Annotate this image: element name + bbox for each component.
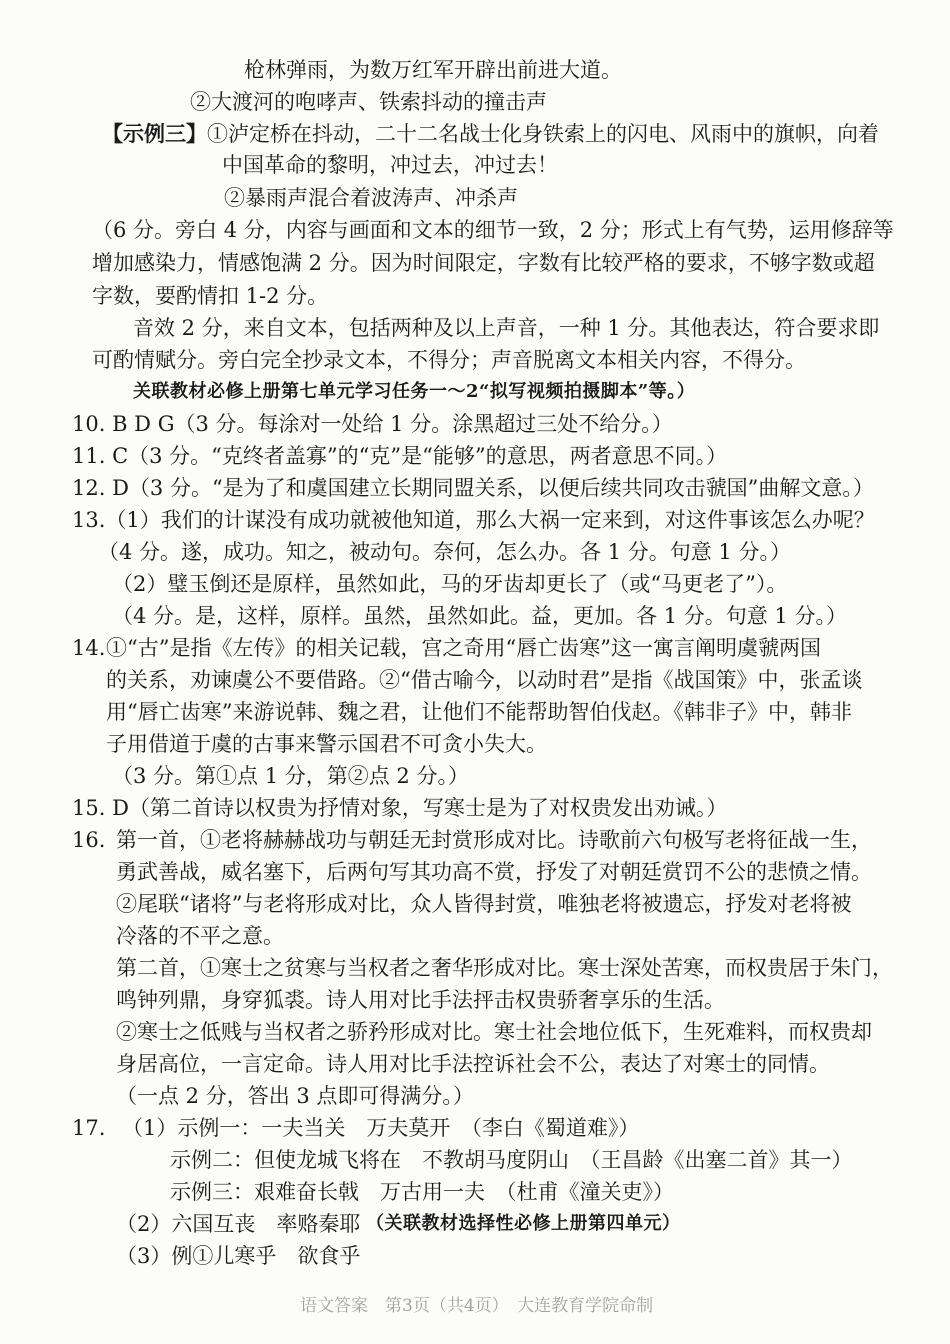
answer-17: （3）例①儿寒乎 欲食乎 (116, 1244, 361, 1268)
text-line: 枪林弹雨，为数万红军开辟出前进大道。 (244, 58, 622, 82)
answer-16: 冷落的不平之意。 (116, 924, 284, 948)
answer-14: 子用借道于虞的古事来警示国君不可贪小失大。 (106, 732, 547, 756)
answer-12: 12. D（3 分。“是为了和虞国建立长期同盟关系，以便后续共同攻击虢国”曲解文意。） (72, 476, 874, 500)
scoring-note: （4 分。是，这样，原样。虽然，虽然如此。益，更加。各 1 分。句意 1 分。） (112, 604, 847, 628)
answer-16: 第二首，①寒士之贫寒与当权者之奢华形成对比。寒士深处苦寒，而权贵居于朱门， (116, 956, 893, 980)
answer-17: 示例二：但使龙城飞将在 不教胡马度阴山 （王昌龄《出塞二首》其一） (170, 1148, 853, 1172)
scoring-note: 增加感染力，情感饱满 2 分。因为时间限定，字数有比较严格的要求，不够字数或超 (92, 251, 875, 275)
question-number: 16. (72, 828, 106, 852)
answer-15: 15. D（第二首诗以权贵为抒情对象，写寒士是为了对权贵发出劝诫。） (72, 796, 728, 820)
answer-13-part2: （2）璧玉倒还是原样，虽然如此，马的牙齿却更长了（或“马更老了”）。 (112, 572, 788, 596)
textbook-link-note: （关联教材选择性必修上册第四单元） (366, 1213, 681, 1234)
scoring-note: （6 分。旁白 4 分，内容与画面和文本的细节一致，2 分；形式上有气势，运用修辞等 (92, 218, 894, 242)
example-label: 【示例三】 (102, 121, 207, 146)
answer-17: （1）示例一：一夫当关 万夫莫开 （李白《蜀道难》） (122, 1116, 640, 1140)
scoring-note: （一点 2 分，答出 3 点即可得满分。） (116, 1084, 474, 1108)
answer-10: 10. B D G（3 分。每涂对一处给 1 分。涂黑超过三处不给分。） (72, 412, 673, 436)
answer-16: 第一首，①老将赫赫战功与朝廷无封赏形成对比。诗歌前六句极写老将征战一生， (116, 828, 872, 852)
answer-16: 勇武善战，威名塞下，后两句写其功高不赏，抒发了对朝廷赏罚不公的悲愤之情。 (116, 860, 872, 884)
page-footer: 语文答案 第3页（共4页） 大连教育学院命制 (300, 1296, 654, 1316)
answer-14: ①“古”是指《左传》的相关记载，宫之奇用“唇亡齿寒”这一寓言阐明虞虢两国 (106, 636, 821, 660)
answer-16: ②寒士之低贱与当权者之骄矜形成对比。寒士社会地位低下，生死难料，而权贵却 (116, 1020, 872, 1044)
text-line: ①泸定桥在抖动，二十二名战士化身铁索上的闪电、风雨中的旗帜，向着 (207, 122, 879, 146)
answer-16: 鸣钟列鼎，身穿狐裘。诗人用对比手法抨击权贵骄奢享乐的生活。 (116, 988, 725, 1012)
question-number: 17. (72, 1116, 106, 1140)
question-number: 14. (72, 636, 106, 660)
scoring-note: 音效 2 分，来自文本，包括两种及以上声音，一种 1 分。其他表达，符合要求即 (133, 316, 880, 340)
answer-14: 用“唇亡齿寒”来游说韩、魏之君，让他们不能帮助智伯伐赵。《韩非子》中，韩非 (106, 700, 852, 724)
textbook-link-note: 关联教材必修上册第七单元学习任务一～2“拟写视频拍摄脚本”等。） (133, 381, 696, 402)
scoring-note: （3 分。第①点 1 分，第②点 2 分。） (112, 764, 469, 788)
text-line: ②暴雨声混合着波涛声、冲杀声 (224, 186, 518, 210)
scoring-note: 可酌情赋分。旁白完全抄录文本，不得分；声音脱离文本相关内容，不得分。 (92, 348, 806, 372)
answer-11: 11. C（3 分。“克终者盖寡”的“克”是“能够”的意思，两者意思不同。） (72, 444, 728, 468)
answer-16: ②尾联“诸将”与老将形成对比，众人皆得封赏，唯独老将被遗忘，抒发对老将被 (116, 892, 852, 916)
answer-14: 的关系，劝谏虞公不要借路。②“借古喻今，以动时君”是指《战国策》中，张孟谈 (106, 668, 863, 692)
scoring-note: 字数，要酌情扣 1-2 分。 (92, 284, 329, 308)
scoring-note: （4 分。遂，成功。知之，被动句。奈何，怎么办。各 1 分。句意 1 分。） (98, 540, 791, 564)
answer-16: 身居高位，一言定命。诗人用对比手法控诉社会不公，表达了对寒士的同情。 (116, 1052, 830, 1076)
answer-17: 示例三：艰难奋长戟 万古用一夫 （杜甫《潼关吏》） (170, 1180, 674, 1204)
answer-13-part1: 13.（1）我们的计谋没有成功就被他知道，那么大祸一定来到，对这件事该怎么办呢？ (72, 508, 875, 532)
text-line: 中国革命的黎明，冲过去，冲过去！ (222, 153, 558, 177)
text-line: ②大渡河的咆哮声、铁索抖动的撞击声 (190, 90, 547, 114)
answer-17: （2）六国互丧 率赂秦耶 (116, 1212, 361, 1236)
